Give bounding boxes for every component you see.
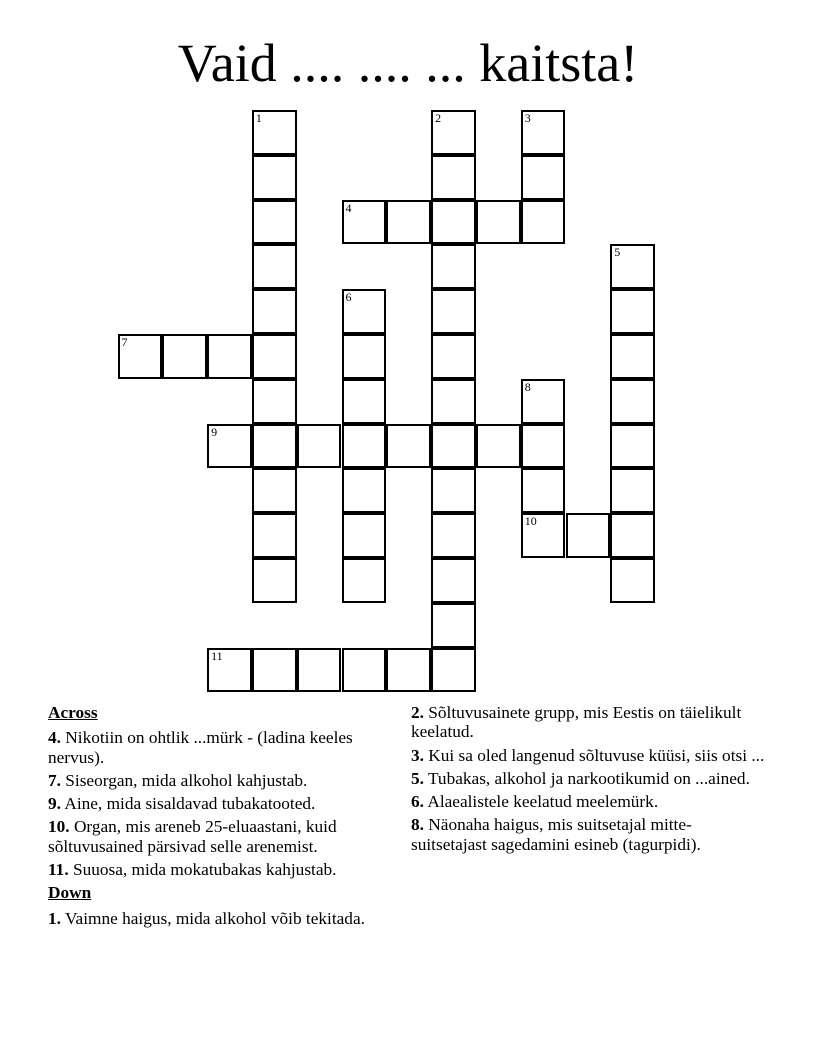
crossword-cell[interactable]	[342, 648, 387, 693]
cell-number: 7	[121, 335, 128, 349]
clue-text: Organ, mis areneb 25-eluaastani, kuid sõltuvusained pärsivad selle arenemist.	[48, 817, 337, 856]
crossword-cell[interactable]	[610, 558, 655, 603]
crossword-cell[interactable]	[252, 468, 297, 513]
cell-number: 1	[255, 111, 262, 125]
clue-across-4	[48, 728, 398, 767]
cell-number: 6	[345, 290, 352, 305]
cell-number: 4	[345, 200, 352, 215]
across-heading: Across	[48, 703, 98, 722]
crossword-cell[interactable]	[297, 424, 342, 469]
cell-number: 10	[524, 514, 537, 529]
clue-text: Suuosa, mida mokatubakas kahjustab.	[72, 860, 337, 880]
crossword-cell[interactable]	[207, 424, 252, 469]
clue-number: 2.	[411, 703, 424, 722]
crossword-cell[interactable]	[252, 379, 297, 424]
clue-down-5	[411, 769, 766, 788]
crossword-cell[interactable]	[431, 334, 476, 379]
crossword-cell[interactable]	[252, 110, 297, 155]
crossword-cell[interactable]	[342, 558, 387, 603]
crossword-cell[interactable]	[342, 424, 387, 469]
cell-number: 5	[614, 245, 621, 260]
clue-across-9	[48, 794, 398, 813]
crossword-cell[interactable]	[207, 648, 252, 693]
crossword-cell[interactable]	[252, 200, 297, 245]
clue-down-3	[411, 746, 766, 765]
crossword-cell[interactable]	[431, 200, 476, 245]
clue-down-2	[411, 703, 766, 742]
crossword-cell[interactable]	[610, 334, 655, 379]
clue-number: 1.	[48, 908, 61, 928]
clue-text: Nikotiin on ohtlik ...mürk - (ladina keeles nervus).	[48, 728, 353, 767]
cell-number: 11	[211, 648, 223, 663]
clue-number: 3.	[411, 745, 424, 765]
crossword-cell[interactable]	[610, 244, 655, 289]
clue-text: Vaimne haigus, mida alkohol võib tekitada.	[64, 908, 365, 928]
crossword-cell[interactable]	[431, 513, 476, 558]
clue-text: Tubakas, alkohol ja narkootikumid on ...ained.	[427, 768, 750, 788]
crossword-cell[interactable]	[521, 200, 566, 245]
crossword-cell[interactable]	[386, 648, 431, 693]
clue-text: Kui sa oled langenud sõltuvuse küüsi, siis otsi ...	[428, 745, 765, 765]
clue-number: 11.	[48, 860, 69, 880]
crossword-cell[interactable]	[252, 244, 297, 289]
cell-number: 9	[211, 424, 218, 439]
crossword-cell[interactable]	[610, 468, 655, 513]
crossword-cell[interactable]	[252, 334, 297, 379]
clue-number: 10.	[48, 817, 70, 837]
crossword-cell[interactable]	[431, 424, 476, 469]
clue-number: 4.	[48, 728, 61, 748]
crossword-cell[interactable]	[252, 513, 297, 558]
clue-text: Aine, mida sisaldavad tubakatooted.	[64, 794, 316, 814]
crossword-cell[interactable]	[118, 334, 163, 379]
clue-down-8	[411, 815, 766, 854]
crossword-cell[interactable]	[431, 379, 476, 424]
clue-across-11	[48, 860, 398, 879]
crossword-cell[interactable]	[342, 513, 387, 558]
crossword-cell[interactable]	[342, 379, 387, 424]
crossword-cell[interactable]	[252, 648, 297, 693]
crossword-cell[interactable]	[252, 424, 297, 469]
crossword-cell[interactable]	[566, 513, 611, 558]
crossword-cell[interactable]	[431, 289, 476, 334]
crossword-cell[interactable]	[521, 155, 566, 200]
crossword-cell[interactable]	[610, 379, 655, 424]
clue-across-10	[48, 817, 398, 856]
clue-number: 7.	[48, 770, 61, 790]
crossword-cell[interactable]	[252, 558, 297, 603]
crossword-cell[interactable]	[342, 289, 387, 334]
clue-down-6	[411, 792, 766, 811]
down-heading: Down	[48, 883, 92, 903]
crossword-cell[interactable]	[610, 513, 655, 558]
crossword-cell[interactable]	[610, 424, 655, 469]
crossword-cell[interactable]	[521, 379, 566, 424]
clue-down-1	[48, 909, 398, 928]
crossword-cell[interactable]	[431, 244, 476, 289]
crossword-cell[interactable]	[521, 424, 566, 469]
clue-text: Alaealistele keelatud meelemürk.	[427, 792, 659, 812]
crossword-cell[interactable]	[431, 648, 476, 693]
crossword-cell[interactable]	[162, 334, 207, 379]
clues-left-column	[48, 703, 398, 932]
cell-number: 2	[435, 111, 442, 125]
clue-number: 6.	[411, 792, 424, 812]
crossword-cell[interactable]	[252, 155, 297, 200]
clues-right-column	[411, 703, 766, 858]
clue-text: Siseorgan, mida alkohol kahjustab.	[65, 770, 308, 790]
page-title: Vaid .... .... ... kaitsta!	[177, 33, 639, 93]
crossword-cell[interactable]	[386, 200, 431, 245]
clue-number: 9.	[48, 794, 61, 814]
crossword-cell[interactable]	[342, 334, 387, 379]
crossword-cell[interactable]	[207, 334, 252, 379]
crossword-cell[interactable]	[431, 603, 476, 648]
cell-number: 3	[524, 111, 531, 125]
crossword-cell[interactable]	[431, 558, 476, 603]
clue-text: Sõltuvusainete grupp, mis Eestis on täielikult keelatud.	[411, 703, 742, 742]
clue-text: Näonaha haigus, mis suitsetajal mitte-suitsetajast sagedamini esineb (tagurpidi).	[411, 815, 701, 854]
crossword-cell[interactable]	[521, 110, 566, 155]
clue-number: 5.	[411, 768, 424, 788]
crossword-cell[interactable]	[610, 289, 655, 334]
crossword-cell[interactable]	[297, 648, 342, 693]
crossword-cell[interactable]	[342, 200, 387, 245]
crossword-cell[interactable]	[476, 200, 521, 245]
clue-number: 8.	[411, 815, 424, 835]
crossword-cell[interactable]	[521, 513, 566, 558]
crossword-cell[interactable]	[431, 110, 476, 155]
crossword-cell[interactable]	[431, 155, 476, 200]
cell-number: 8	[524, 379, 531, 394]
crossword-cell[interactable]	[476, 424, 521, 469]
crossword-cell[interactable]	[431, 468, 476, 513]
crossword-cell[interactable]	[342, 468, 387, 513]
crossword-cell[interactable]	[521, 468, 566, 513]
crossword-cell[interactable]	[252, 289, 297, 334]
clue-across-7	[48, 771, 398, 790]
crossword-cell[interactable]	[386, 424, 431, 469]
